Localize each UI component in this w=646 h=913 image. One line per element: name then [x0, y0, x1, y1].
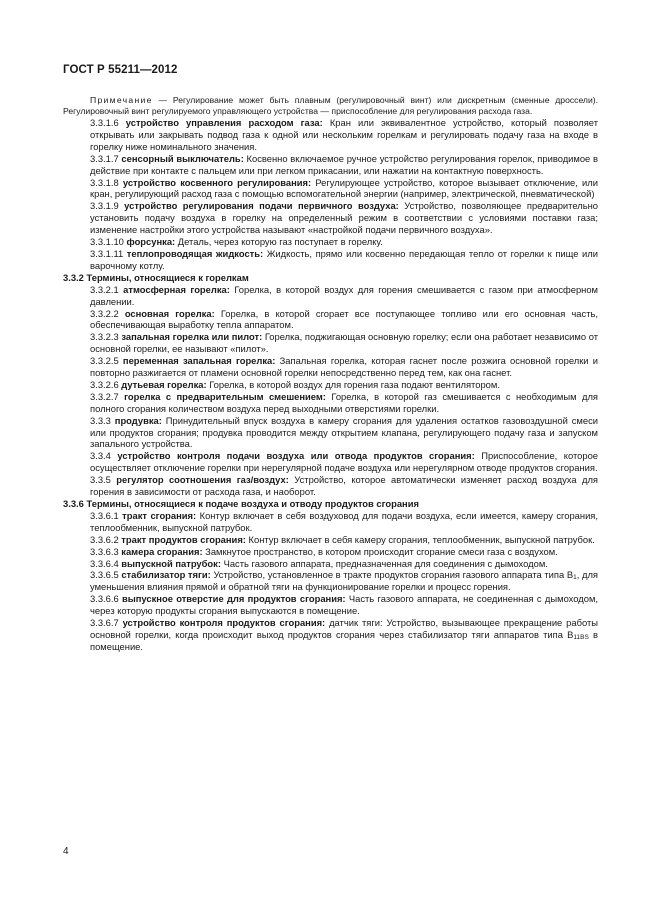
term-definition: датчик тяги: Устройство, вызывающее прекращение работы основной горелки, когда происходит выход продуктов сгорания через стабилизатор тяги аппаратов типа В [90, 617, 598, 640]
section-number: 3.3.6 [63, 498, 84, 509]
term-definition: Жидкость, прямо или косвенно передающая тепло от горелки к пище или варочному котлу. [90, 247, 598, 271]
term-name: выпускное отверстие для продуктов сгорания: [121, 593, 346, 605]
term-definition: Горелка, поджигающая основную горелку; если она работает независимо от основной горелки, ее называют «пилот». [90, 331, 599, 355]
term-name: устройство контроля подачи воздуха или отвода продуктов сгорания: [117, 450, 475, 462]
term-paragraph [90, 450, 598, 474]
term-paragraph [90, 236, 598, 248]
term-definition: Горелка, в которой воздух для горения газа подают вентилятором. [206, 378, 500, 390]
clause-number: 3.3.6.3 [90, 545, 119, 557]
term-definition: Замкнутое пространство, в котором происходит сгорание смеси газа с воздухом. [202, 545, 558, 557]
clause-number: 3.3.6.6 [90, 593, 119, 605]
subscript: 1 [573, 574, 577, 582]
term-paragraph [90, 534, 598, 546]
clause-number: 3.3.1.11 [90, 247, 124, 259]
term-paragraph [90, 391, 598, 415]
clause-number: 3.3.2.5 [90, 355, 119, 367]
clause-number: 3.3.5 [90, 474, 111, 486]
term-definition: Приспособление, которое осуществляет отключение горелки при нерегулярной подаче воздуха или нерегулярном отводе продуктов сгорания. [90, 450, 598, 474]
term-paragraph [90, 308, 598, 332]
clause-number: 3.3.2.2 [90, 307, 119, 319]
note [63, 95, 598, 117]
paragraph-list [63, 117, 599, 653]
term-definition: Устройство, установленное в тракте продуктов сгорания газового аппарата типа В [210, 569, 574, 581]
term-name: переменная запальная горелка: [122, 355, 276, 367]
section-heading [63, 498, 598, 510]
note-label: Примечание [90, 95, 153, 105]
clause-number: 3.3.2.6 [90, 378, 119, 390]
term-paragraph [90, 569, 598, 593]
term-name: форсунка: [126, 236, 176, 248]
term-paragraph [90, 248, 598, 272]
term-definition: Горелка, в которой воздух для горения смешивается с газом при атмосферном давлении. [90, 283, 599, 307]
term-definition: Часть газового аппарата, предназначенная для соединения с дымоходом. [220, 557, 548, 569]
term-definition: Запальная горелка, которая гаснет после розжига основной горелки и повторно разжигается от пламени основной горелки непосредственно перед тем, как она гаснет. [90, 355, 599, 379]
term-name: регулятор соотношения газ/воздух: [116, 474, 289, 486]
term-definition: Устройство, позволяющее предварительно установить подачу воздуха в горелку на определенный режим в соответствии с условиями поставки газа; изменение настройки этого устройства называют «настройкой подачи первичного воздуха». [90, 200, 599, 236]
note-text: — Регулирование может быть плавным (регулировочный винт) или дискретным (сменные дроссели). Регулировочный винт регулируемого управляющего устройства — приспособление для регулирования расхода газа. [63, 95, 598, 116]
term-name: теплопроводящая жидкость: [126, 247, 264, 259]
term-definition: Устройство, которое автоматически изменяет расход воздуха для горения в зависимости от расхода газа, и наоборот. [90, 474, 598, 498]
term-paragraph [90, 379, 598, 391]
term-definition: Косвенно включаемое ручное устройство регулирования горелок, приводимое в действие при контакте с пальцем или при легком прикасании, или нажатии на контактную поверхность. [90, 152, 598, 176]
clause-number: 3.3.2.7 [90, 390, 119, 402]
term-name: выпускной патрубок: [121, 557, 221, 569]
clause-number: 3.3.1.9 [90, 200, 119, 212]
section-heading [63, 272, 598, 284]
term-definition: Горелка, в которой сгорает все поступающее топливо или его основная часть, обеспечивающая выработку тепла аппаратом. [90, 307, 598, 331]
document-header: ГОСТ Р 55211—2012 [63, 64, 178, 76]
term-name: устройство управления расходом газа: [125, 117, 323, 128]
clause-number: 3.3.2.3 [90, 331, 119, 343]
term-name: сенсорный выключатель: [121, 152, 244, 164]
subscript: 11BS [573, 633, 589, 641]
term-definition: Регулирующее устройство, которое вызывает отключение, или кран, регулирующий расход газа с помощью вспомогательной энергии (например, электрической, пневматической) [90, 176, 598, 200]
term-definition: Горелка, в которой газ смешивается с необходимым для полного сгорания количеством воздуха перед выходными отверстиями горелки. [90, 390, 599, 414]
term-paragraph [90, 593, 598, 617]
term-name: стабилизатор тяги: [121, 569, 211, 581]
clause-number: 3.3.6.4 [90, 557, 119, 569]
clause-number: 3.3.3 [90, 414, 111, 426]
term-paragraph [90, 284, 598, 308]
term-paragraph [90, 474, 598, 498]
clause-number: 3.3.1.7 [90, 152, 119, 164]
document-body [63, 95, 599, 653]
section-title: Термины, относящиеся к подаче воздуха и отводу продуктов сгорания [86, 498, 419, 509]
term-paragraph [90, 617, 598, 653]
clause-number: 3.3.4 [90, 450, 111, 462]
term-definition: Контур включает в себя камеру сгорания, теплообменник, выпускной патрубок. [245, 533, 595, 545]
clause-number: 3.3.1.6 [90, 117, 119, 128]
term-paragraph [90, 331, 598, 355]
term-name: продувка: [114, 414, 162, 426]
clause-number: 3.3.1.8 [90, 176, 119, 188]
section-number: 3.3.2 [63, 271, 84, 283]
page-number: 4 [63, 846, 69, 857]
term-name: запальная горелка или пилот: [121, 331, 263, 343]
term-name: дутьевая горелка: [121, 378, 207, 390]
term-name: горелка с предварительным смешением: [124, 390, 326, 402]
term-definition: Деталь, через которую газ поступает в горелку. [175, 236, 383, 248]
term-name: тракт сгорания: [122, 509, 197, 521]
term-name: устройство регулирования подачи первичного воздуха: [124, 200, 399, 212]
term-name: камера сгорания: [121, 545, 203, 557]
term-name: устройство контроля продуктов сгорания: [122, 617, 326, 629]
section-title: Термины, относящиеся к горелкам [86, 271, 249, 283]
term-name: тракт продуктов сгорания: [121, 533, 246, 545]
term-paragraph [90, 546, 598, 558]
clause-number: 3.3.6.7 [90, 617, 119, 629]
clause-number: 3.3.6.2 [90, 533, 119, 545]
term-definition: Контур включает в себя воздуховод для подачи воздуха, если имеется, камеру сгорания, теплообменник, выпускной патрубок. [90, 509, 598, 533]
term-paragraph [90, 200, 598, 236]
term-definition: Кран или эквивалентное устройство, который позволяет открывать или закрывать подвод газа к одной или нескольким горелкам и регулировать подачу газа на входе в горелку ниже номинального значения. [90, 117, 598, 152]
term-paragraph [90, 153, 598, 177]
term-paragraph [90, 510, 598, 534]
term-name: атмосферная горелка: [123, 283, 230, 295]
term-paragraph [90, 558, 598, 570]
term-paragraph [90, 415, 598, 451]
term-paragraph [90, 355, 598, 379]
term-definition-continued: , для уменьшения влияния прямой и обратной тяги на функционирование горелки и процесс горения. [90, 569, 599, 593]
clause-number: 3.3.1.10 [90, 236, 124, 248]
term-name: основная горелка: [124, 307, 215, 319]
term-definition-continued: в помещение. [90, 628, 598, 652]
term-paragraph [90, 117, 598, 153]
clause-number: 3.3.6.5 [90, 569, 119, 581]
clause-number: 3.3.2.1 [90, 283, 119, 295]
term-name: устройство косвенного регулирования: [122, 176, 312, 188]
term-definition: Принудительный впуск воздуха в камеру сгорания для удаления остатков газовоздушной смеси или продуктов сгорания; продувка проводится между открытием клапана, регулирующего подачу газа и запуском запального устройства. [90, 414, 598, 450]
term-paragraph [90, 177, 598, 201]
term-definition: Часть газового аппарата, не соединенная с дымоходом, через которую продукты сгорания выпускаются в помещение. [90, 593, 599, 617]
clause-number: 3.3.6.1 [90, 509, 119, 521]
